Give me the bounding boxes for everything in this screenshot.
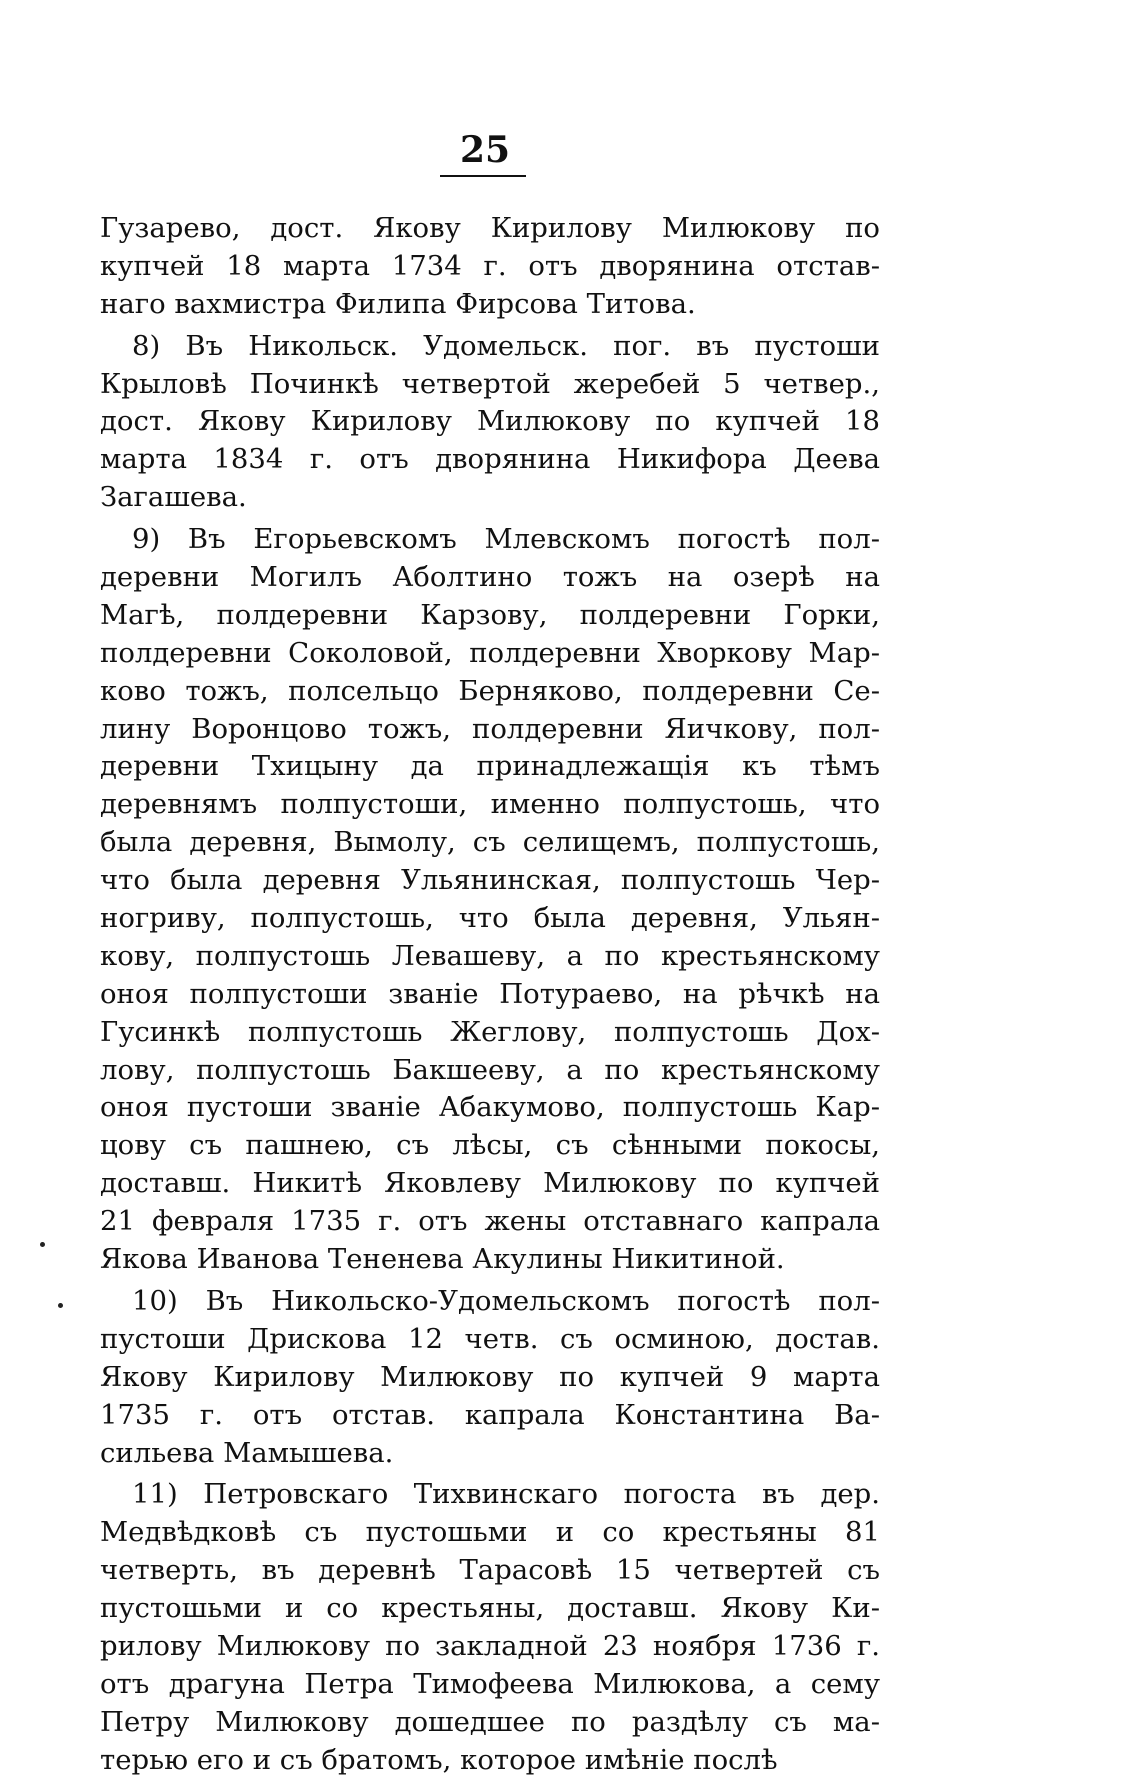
- text-line: Якову Кирилову Милюкову по купчей 9 марта: [100, 1360, 880, 1393]
- text-line: Магѣ, полдеревни Карзову, полдеревни Горки,: [100, 598, 880, 631]
- text-line: доставш. Никитѣ Яковлеву Милюкову по купчей: [100, 1167, 880, 1200]
- text-line: кову, полпустошь Левашеву, а по крестьянскому: [100, 939, 880, 972]
- text-line: 8) Въ Никольск. Удомельск. пог. въ пустоши: [132, 329, 880, 362]
- text-line: лину Воронцово тожъ, полдеревни Яичкову, пол-: [100, 712, 880, 745]
- text-line: оноя пустоши званіе Абакумово, полпустошь Кар-: [100, 1091, 880, 1124]
- text-line: наго вахмистра Филипа Фирсова Титова.: [100, 287, 696, 320]
- text-line: марта 1834 г. отъ дворянина Никифора Деева: [100, 443, 880, 476]
- page-number: 25: [459, 129, 511, 171]
- paragraph: [100, 1476, 880, 1779]
- text-line: рилову Милюкову по закладной 23 ноября 1736 г.: [100, 1629, 880, 1662]
- text-line: ногриву, полпустошь, что была деревня, Ульян-: [100, 902, 880, 935]
- text-line: четверть, въ деревнѣ Тарасовѣ 15 четвертей съ: [100, 1554, 880, 1587]
- text-line: деревнямъ полпустоши, именно полпустошь, что: [100, 788, 880, 821]
- body-text: [100, 210, 880, 1780]
- text-line: 1735 г. отъ отстав. капрала Константина Ва-: [100, 1398, 880, 1431]
- text-line: терью его и съ братомъ, которое имѣніе послѣ: [100, 1743, 778, 1776]
- text-line: цову съ пашнею, съ лѣсы, съ сѣнными покосы,: [100, 1129, 880, 1162]
- text-line: купчей 18 марта 1734 г. отъ дворянина отстав-: [100, 249, 880, 282]
- text-line: Крыловѣ Починкѣ четвертой жеребей 5 четвер.,: [100, 367, 880, 400]
- paragraph: [100, 1283, 880, 1472]
- text-line: пустошьми и со крестьяны, доставш. Якову Ки-: [100, 1592, 880, 1625]
- text-line: деревни Тхицыну да принадлежащія къ тѣмъ: [100, 750, 880, 783]
- paragraph: [100, 210, 880, 324]
- text-line: Петру Милюкову дошедшее по раздѣлу съ ма-: [100, 1705, 880, 1738]
- margin-mark: [58, 1303, 63, 1308]
- text-line: 9) Въ Егорьевскомъ Млевскомъ погостѣ пол-: [132, 523, 880, 556]
- page-number-rule: [440, 175, 526, 177]
- text-line: что была деревня Ульянинская, полпустошь Чер-: [100, 864, 880, 897]
- text-line: 11) Петровскаго Тихвинскаго погоста въ дер.: [132, 1478, 880, 1511]
- text-line: полдеревни Соколовой, полдеревни Хворкову Мар-: [100, 636, 880, 669]
- text-line: лову, полпустошь Бакшееву, а по крестьянскому: [100, 1053, 880, 1086]
- text-line: сильева Мамышева.: [100, 1436, 394, 1469]
- text-line: Гусинкѣ полпустошь Жеглову, полпустошь Дох-: [100, 1015, 880, 1048]
- text-line: дост. Якову Кирилову Милюкову по купчей 18: [100, 405, 880, 438]
- text-line: отъ драгуна Петра Тимофеева Милюкова, а сему: [100, 1667, 880, 1700]
- text-line: 10) Въ Никольско-Удомельскомъ погостѣ пол-: [132, 1284, 880, 1317]
- text-line: 21 февраля 1735 г. отъ жены отставнаго капрала: [100, 1205, 880, 1238]
- text-line: пустоши Дрискова 12 четв. съ осминою, достав.: [100, 1322, 880, 1355]
- text-line: Медвѣдковѣ съ пустошьми и со крестьяны 81: [100, 1516, 880, 1549]
- paragraph: [100, 521, 880, 1279]
- margin-mark: [40, 1242, 45, 1247]
- text-line: Гузарево, дост. Якову Кирилову Милюкову по: [100, 212, 880, 244]
- paragraph: [100, 328, 880, 517]
- text-line: Загашева.: [100, 481, 247, 514]
- text-line: деревни Могилъ Аболтино тожъ на озерѣ на: [100, 561, 880, 594]
- text-line: была деревня, Вымолу, съ селищемъ, полпустошь,: [100, 826, 880, 859]
- text-line: Якова Иванова Тененева Акулины Никитиной.: [100, 1243, 785, 1276]
- text-line: ково тожъ, полсельцо Берняково, полдеревни Се-: [100, 674, 880, 707]
- text-line: оноя полпустоши званіе Потураево, на рѣчкѣ на: [100, 977, 880, 1010]
